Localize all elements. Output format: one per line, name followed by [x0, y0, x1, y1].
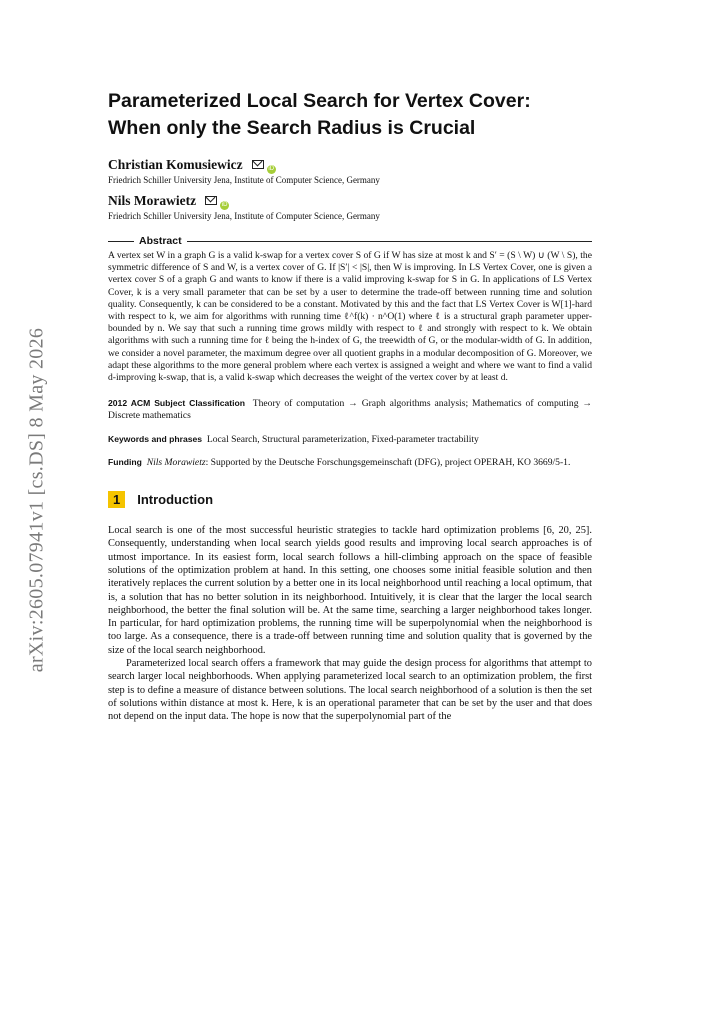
arxiv-identifier: arXiv:2605.07941v1 [cs.DS] 8 May 2026 [25, 327, 48, 673]
abstract-text: A vertex set W in a graph G is a valid k-swap for a vertex cover S of G if W has size at most k and S′ = (S \ W) ∪ (W \ S), the symmetric difference of S and W, is a vertex cover of G. If |S′| < |S|, then W is improving. In LS Vertex Cover, one is given a vertex cover S of a graph G and wants to know if there is a valid improving k-swap for S in G. In applications of LS Vertex Cover, k is a very small parameter that can be set by a user to determine the trade-off between running time and solution quality. Consequently, k can be considered to be a constant. Motivated by this and the fact that LS Vertex Cover is W[1]-hard with respect to k, we aim for algorithms with running time ℓ^f(k) · n^O(1) where ℓ is a structural graph parameter upper-bounded by n. We say that such a running time grows mildly with respect to ℓ and strongly with respect to k. We obtain algorithms with such a running time for ℓ being the h-index of G, the treewidth of G, or the modular-width of G. In addition, we consider a novel parameter, the maximum degree over all quotient graphs in a modular decomposition of G. Moreover, we adapt these algorithms to the more general problem where each vertex is assigned a weight and where we want to find a valid d-improving k-swap, that is, a valid k-swap which decreases the weight of the vertex cover by at least d. [108, 250, 592, 384]
abstract-label: Abstract [139, 235, 182, 247]
author-name: Christian Komusiewicz [108, 157, 243, 172]
arxiv-sidebar-stamp [22, 300, 52, 700]
funding-label: Funding [108, 456, 142, 467]
funding-text: : Supported by the Deutsche Forschungsgemeinschaft (DFG), project OPERAH, KO 3669/5-1. [205, 456, 571, 468]
author-affiliation: Friedrich Schiller University Jena, Institute of Computer Science, Germany [108, 175, 380, 185]
author-name: Nils Morawietz [108, 193, 197, 208]
paragraph: Parameterized local search offers a framework that may guide the design process for algorithms that attempt to search larger local neighborhoods. When applying parameterized local search to an optimization problem, the first step is to define a measure of distance between solutions. The local search neighborhood of a solution is then the set of solutions within distance at most k. Here, k is an operational parameter that can be set by the user and that does not depend on the input data. The hope is now that the superpolynomial part of the [108, 658, 592, 723]
envelope-icon[interactable] [252, 160, 264, 169]
section-number: 1 [108, 491, 125, 508]
section-heading [108, 491, 592, 508]
funding-recipient: Nils Morawietz [146, 456, 206, 468]
paper-page [108, 88, 592, 724]
abstract-heading [108, 235, 592, 247]
title-line: When only the Search Radius is Crucial [108, 117, 476, 139]
paper-title [108, 88, 592, 142]
rule-divider [108, 241, 134, 242]
orcid-icon[interactable]: iD [221, 202, 228, 208]
keywords-label: Keywords and phrases [108, 433, 203, 444]
orcid-icon[interactable]: iD [268, 166, 275, 172]
section-title: Introduction [137, 492, 214, 508]
author-block [108, 190, 592, 221]
keywords-text: Local Search, Structural parameterization, Fixed-parameter tractability [206, 433, 479, 445]
envelope-icon[interactable] [205, 196, 217, 205]
acm-classification [108, 397, 592, 422]
acm-label: 2012 ACM Subject Classification [108, 398, 246, 409]
author-affiliation: Friedrich Schiller University Jena, Institute of Computer Science, Germany [108, 211, 380, 221]
title-line: Parameterized Local Search for Vertex Cover: [108, 90, 531, 112]
rule-divider [187, 241, 592, 242]
keywords [108, 433, 592, 446]
paragraph: Local search is one of the most successful heuristic strategies to tackle hard optimization problems [6, 20, 25]. Consequently, understanding when local search yields good results and improving local search approaches is of utmost importance. In its easiest form, local search follows a hill-climbing approach on the space of feasible solutions of the optimization problem at hand. In this setting, one chooses some initial feasible solution and then iteratively replaces the current solution by a better one in its local neighborhood until reaching a local optimum, that is, a solution that has no better solution in its neighborhood. Intuitively, it is clear that the larger the local search neighborhood, the better the final solution will be. At the same time, searching a larger neighborhood takes longer. In particular, for hard optimization problems, the running time will be superpolynomial when the neighborhood is too large. As a consequence, there is a trade-off between running time and solution quality that is governed by the size of the local search neighborhood. [108, 525, 592, 656]
acm-text: Theory of computation → Graph algorithms analysis; Mathematics of computing → Discrete mathematics [108, 398, 593, 422]
author-block [108, 154, 592, 185]
funding [108, 456, 592, 469]
